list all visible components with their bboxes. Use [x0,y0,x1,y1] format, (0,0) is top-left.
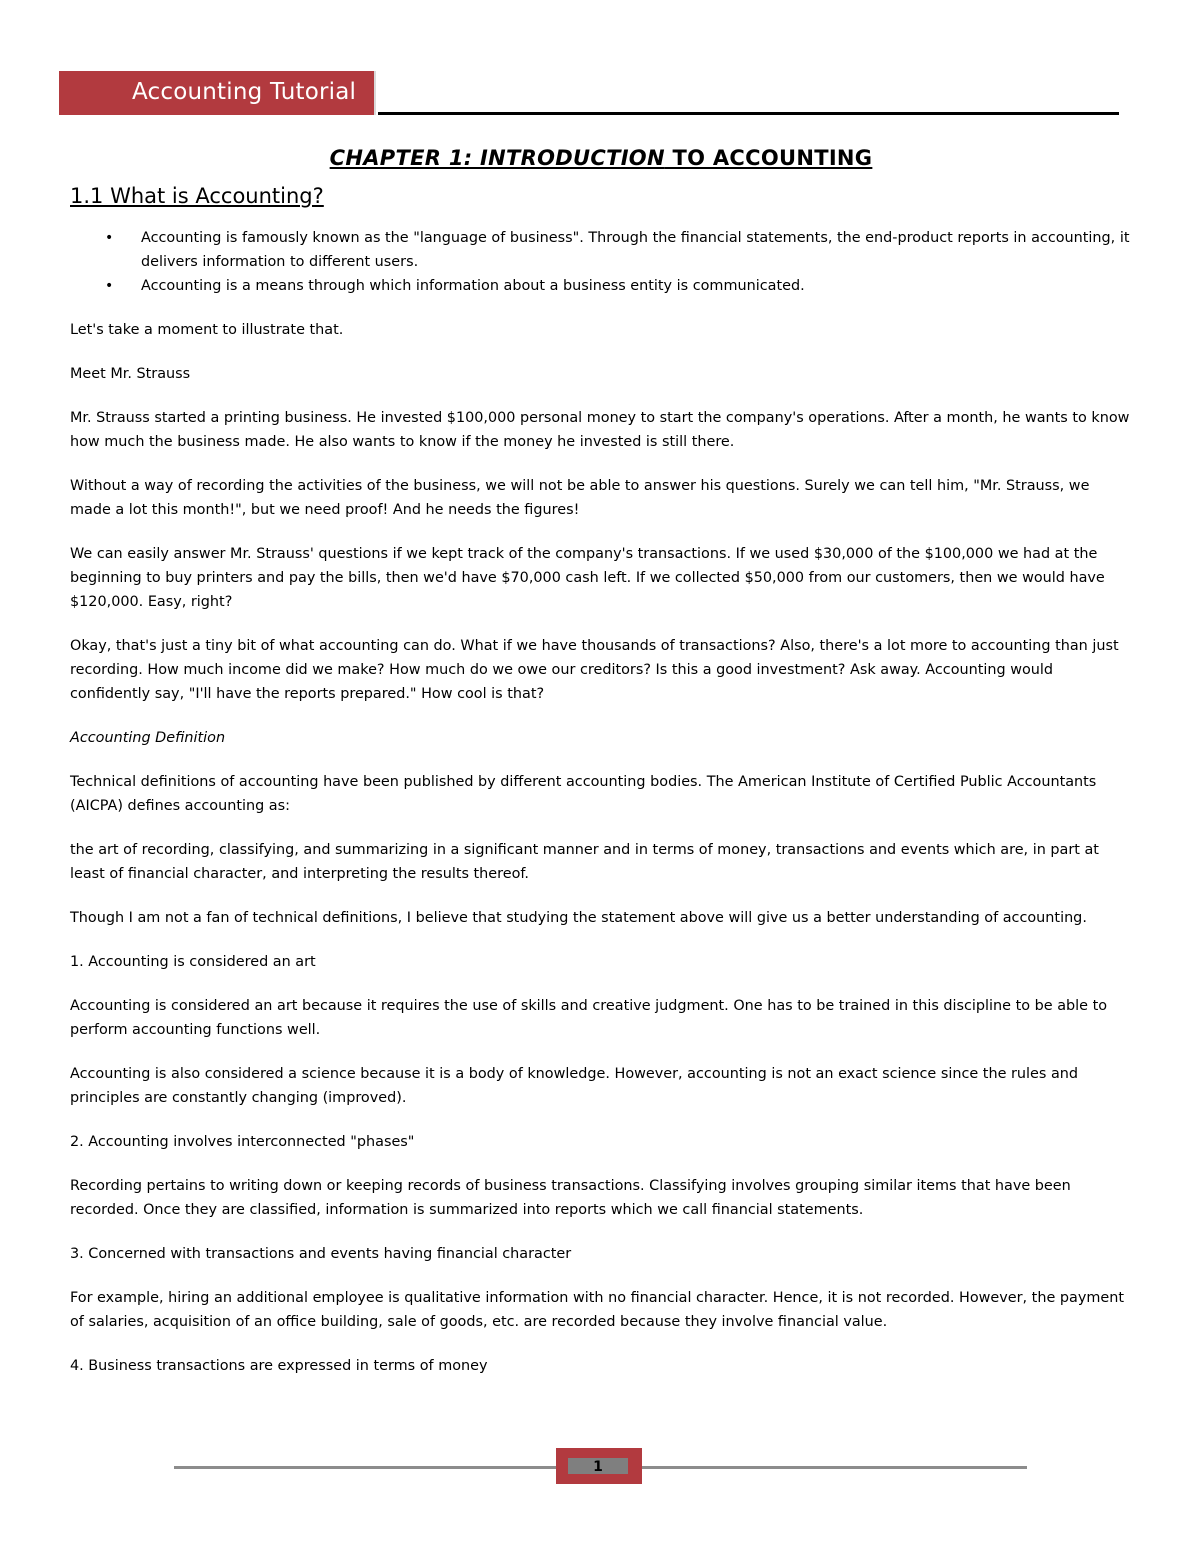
numbered-heading: 4. Business transactions are expressed in terms of money [70,1358,488,1374]
paragraph: Okay, that's just a tiny bit of what accounting can do. What if we have thousands of transactions? Also, there's a lot more to accounting than just recording. How much income did we make? How much do we owe our creditors? Is this a good investment? Ask away. Accounting would confidently say, "I'll have the reports prepared." How cool is that? [70,638,1119,702]
paragraph: Technical definitions of accounting have been published by different accounting bodies. The American Institute of Certified Public Accountants (AICPA) defines accounting as: [70,774,1097,814]
document-body [70,140,1132,1398]
numbered-heading: 2. Accounting involves interconnected "phases" [70,1134,415,1150]
paragraph: We can easily answer Mr. Strauss' questions if we kept track of the company's transactions. If we used $30,000 of the $100,000 we had at the beginning to buy printers and pay the bills, then we'd have $70,000 cash left. If we collected $50,000 from our customers, then we would have $120,000. Easy, right? [70,546,1105,610]
section-heading: 1.1 What is Accounting? [70,184,324,208]
header-title: Accounting Tutorial [132,79,357,105]
chapter-title-rest: TO ACCOUNTING [664,146,873,170]
paragraph: Mr. Strauss started a printing business. He invested $100,000 personal money to start the company's operations. After a month, he wants to know how much the business made. He also wants to know if the money he invested is still there. [70,410,1130,450]
paragraph: Meet Mr. Strauss [70,366,191,382]
numbered-heading: 1. Accounting is considered an art [70,954,316,970]
list-item-text: Accounting is famously known as the "language of business". Through the financial statements, the end-product reports in accounting, it delivers information to different users. [141,230,1130,270]
paragraph: For example, hiring an additional employee is qualitative information with no financial character. Hence, it is not recorded. However, the payment of salaries, acquisition of an office building, sale of goods, etc. are recorded because they involve financial value. [70,1290,1124,1330]
bullet-icon: • [105,230,114,246]
paragraph: Let's take a moment to illustrate that. [70,322,344,338]
page-number: 1 [593,1459,603,1474]
footer-rule-right [641,1466,1027,1469]
paragraph: Accounting is considered an art because it requires the use of skills and creative judgment. One has to be trained in this discipline to be able to perform accounting functions well. [70,998,1108,1038]
header-rule [378,112,1119,115]
footer-rule-left [174,1466,557,1469]
chapter-title [70,144,1132,172]
paragraph: Without a way of recording the activities of the business, we will not be able to answer his questions. Surely we can tell him, "Mr. Strauss, we made a lot this month!", but we need proof! And he needs the figures! [70,478,1090,518]
definition-quote: the art of recording, classifying, and summarizing in a significant manner and in terms of money, transactions and events which are, in part at least of financial character, and interpreting the results thereof. [70,842,1099,882]
chapter-title-italic: CHAPTER 1: INTRODUCTION [329,146,665,170]
paragraph: Recording pertains to writing down or keeping records of business transactions. Classifying involves grouping similar items that have been recorded. Once they are classified, information is summarized into reports which we call financial statements. [70,1178,1071,1218]
bullet-icon: • [105,278,114,294]
list-item-text: Accounting is a means through which information about a business entity is communicated. [141,278,805,294]
bullet-list [70,226,1132,298]
list-item [105,226,1132,274]
numbered-heading: 3. Concerned with transactions and events having financial character [70,1246,572,1262]
subheading-accounting-definition: Accounting Definition [70,730,226,746]
list-item [105,274,1132,298]
page-number-inner [568,1458,628,1474]
header-tab [59,71,376,115]
paragraph: Accounting is also considered a science because it is a body of knowledge. However, accounting is not an exact science since the rules and principles are constantly changing (improved). [70,1066,1079,1106]
paragraph: Though I am not a fan of technical definitions, I believe that studying the statement above will give us a better understanding of accounting. [70,910,1087,926]
page-number-box [556,1448,642,1484]
